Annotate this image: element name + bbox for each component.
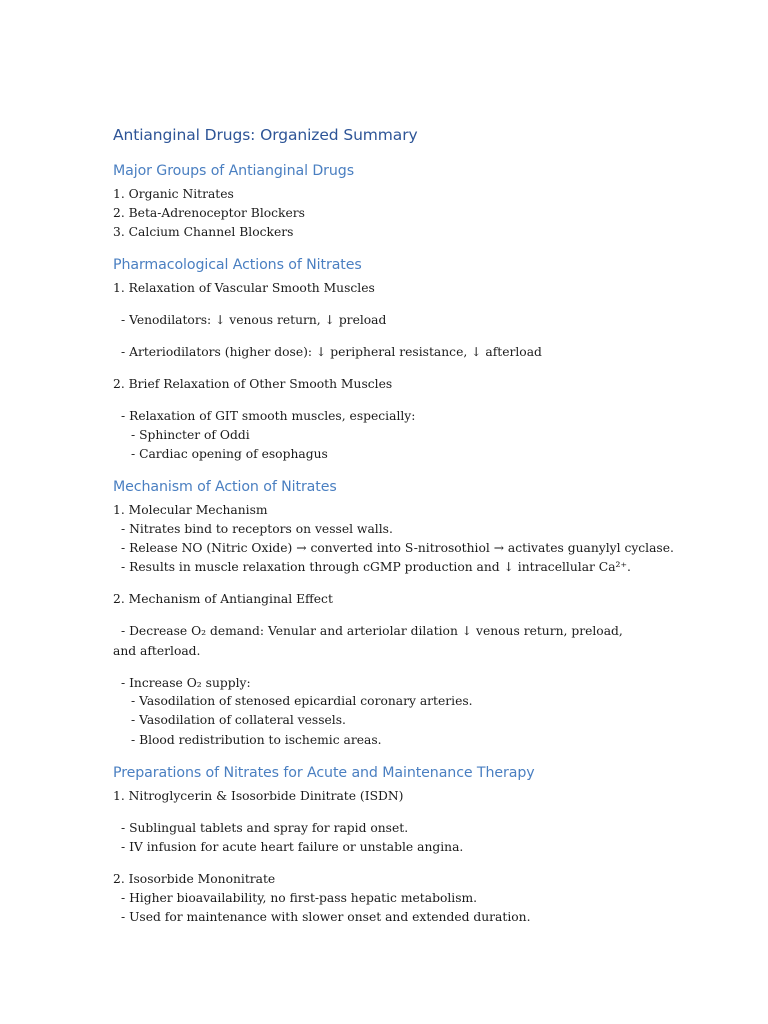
text-line: - Increase O₂ supply: <box>121 676 251 690</box>
text-line: - Venodilators: ↓ venous return, ↓ preload <box>121 313 387 327</box>
text-line: 2. Brief Relaxation of Other Smooth Muscles <box>113 377 393 391</box>
text-line: - Relaxation of GIT smooth muscles, especially: <box>121 409 416 423</box>
text-line: - Vasodilation of collateral vessels. <box>131 713 346 727</box>
text-line: - Sublingual tablets and spray for rapid onset. <box>121 821 409 835</box>
text-line: - Cardiac opening of esophagus <box>131 447 328 461</box>
text-line: - Blood redistribution to ischemic areas. <box>131 733 382 747</box>
text-line: - IV infusion for acute heart failure or unstable angina. <box>121 840 464 854</box>
text-line: 1. Molecular Mechanism <box>113 503 268 517</box>
page-title: Antianginal Drugs: Organized Summary <box>113 126 418 144</box>
text-line: - Vasodilation of stenosed epicardial coronary arteries. <box>131 694 473 708</box>
text-line: - Higher bioavailability, no first-pass hepatic metabolism. <box>121 891 478 905</box>
text-line: - Release NO (Nitric Oxide) → converted into S-nitrosothiol → activates guanylyl cyclase. <box>121 541 674 555</box>
list-item: 3. Calcium Channel Blockers <box>113 225 294 239</box>
section-heading-mechanism: Mechanism of Action of Nitrates <box>113 479 337 495</box>
text-line: 2. Mechanism of Antianginal Effect <box>113 592 333 606</box>
text-line: - Sphincter of Oddi <box>131 428 250 442</box>
text-line: - Arteriodilators (higher dose): ↓ peripheral resistance, ↓ afterload <box>121 345 542 359</box>
text-line: 1. Nitroglycerin & Isosorbide Dinitrate (ISDN) <box>113 789 404 803</box>
section-heading-actions: Pharmacological Actions of Nitrates <box>113 257 362 273</box>
list-item: 1. Organic Nitrates <box>113 187 234 201</box>
text-paragraph: - Decrease O₂ demand: Venular and arteriolar dilation ↓ venous return, preload, and afterload. <box>113 624 623 658</box>
text-line: 2. Isosorbide Mononitrate <box>113 872 276 886</box>
text-line: - Results in muscle relaxation through cGMP production and ↓ intracellular Ca²⁺. <box>121 560 631 574</box>
section-heading-preparations: Preparations of Nitrates for Acute and Maintenance Therapy <box>113 765 535 781</box>
text-line: - Nitrates bind to receptors on vessel walls. <box>121 522 393 536</box>
text-line: - Used for maintenance with slower onset and extended duration. <box>121 910 531 924</box>
section-heading-groups: Major Groups of Antianginal Drugs <box>113 163 354 179</box>
text-line: 1. Relaxation of Vascular Smooth Muscles <box>113 281 375 295</box>
list-item: 2. Beta-Adrenoceptor Blockers <box>113 206 305 220</box>
